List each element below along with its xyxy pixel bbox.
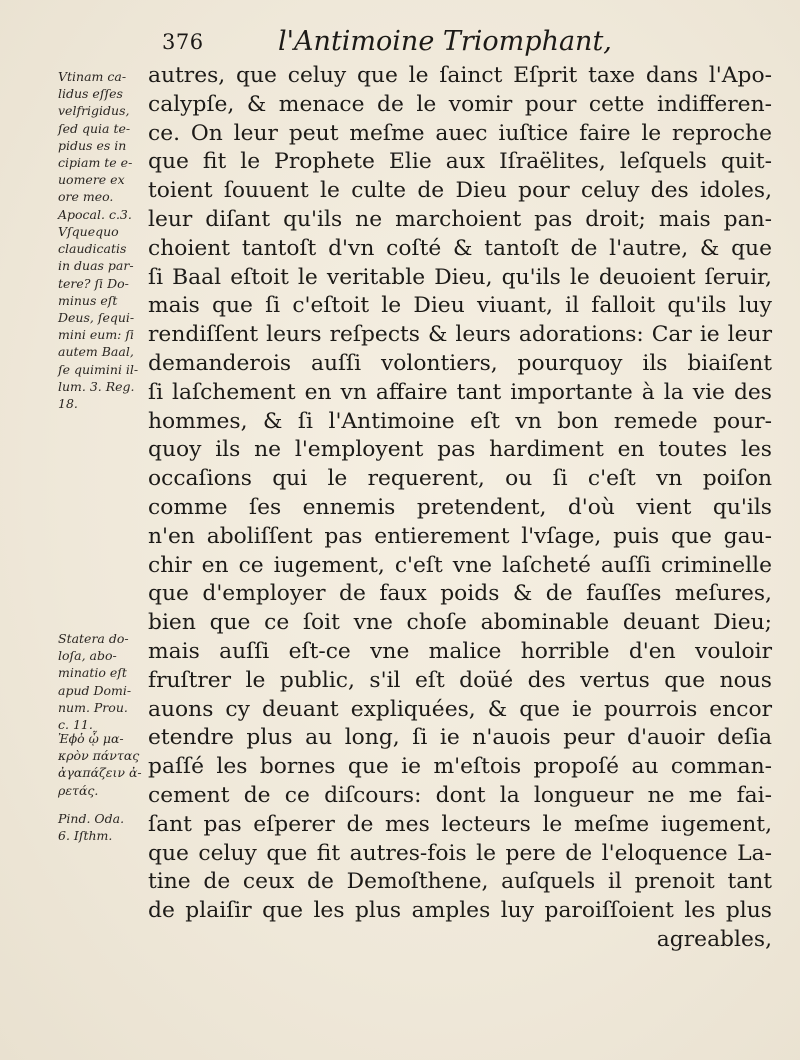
text-line: que d'employer de faux poids & de fauſſes meſures, — [148, 581, 772, 607]
text-line: etendre plus au long, ſi ie n'auois peur d'auoir deſia — [148, 725, 772, 751]
margin-note-line: tere? ſi Do- — [58, 275, 129, 291]
margin-note-line: κρὸν πάντας — [58, 748, 140, 764]
text-line: fruſtrer le public, s'il eſt doüé des vertus que nous — [148, 667, 772, 693]
margin-note-line: uomere ex — [58, 172, 125, 188]
text-line: toient ſouuent le culte de Dieu pour celuy des idoles, — [148, 178, 772, 204]
running-title: l'Antimoine Triomphant, — [278, 26, 612, 57]
margin-note-line: mini eum: ſi — [58, 327, 134, 343]
page-header — [160, 26, 760, 66]
margin-note-line: autem Baal, — [58, 344, 134, 360]
margin-note-line: velfrigidus, — [58, 103, 130, 119]
text-line: ſi Baal eſtoit le veritable Dieu, qu'ils le deuoient ſeruir, — [148, 264, 772, 290]
margin-note-line: num. Prou. — [58, 699, 128, 715]
text-line: n'en aboliſſent pas entierement l'vſage, puis que gau- — [148, 523, 772, 549]
text-line: mais auſſi eſt-ce vne malice horrible d'en vouloir — [148, 638, 772, 664]
text-line: autres, que celuy que le ſainct Eſprit taxe dans l'Apo- — [148, 63, 772, 88]
margin-note-line: minus eſt — [58, 292, 118, 308]
text-line: paſſé les bornes que ie m'eſtois propoſé au comman- — [148, 754, 772, 780]
text-line: cement de ce diſcours: dont la longueur ne me fai- — [148, 782, 772, 808]
margin-note-line: Pind. Oda. — [58, 811, 125, 826]
margin-note-line: apud Domi- — [58, 682, 132, 698]
margin-note-line: ρετάς. — [58, 782, 99, 798]
margin-note-line: ἀγαπάζειν ἀ- — [58, 765, 142, 781]
margin-note-line: ſe quimini il- — [58, 361, 139, 377]
text-line: agreables, — [656, 926, 772, 952]
margin-note-line: Vſquequo — [58, 224, 119, 239]
margin-note-line: Apocal. c.3. — [58, 206, 132, 222]
text-line: occaſions qui le requerent, ou ſi c'eſt vn poiſon — [148, 466, 772, 492]
margin-note-line: ore meo. — [58, 189, 114, 205]
text-line: ce. On leur peut meſme auec iuſtice faire le reproche — [148, 120, 772, 146]
margin-note-apocalypse — [58, 68, 158, 223]
page-number: 376 — [162, 30, 204, 54]
text-line: tine de ceux de Demoſthene, auſquels il prenoit tant — [148, 869, 772, 895]
text-line: de plaiſir que les plus amples luy paroiſſoient les plus — [148, 898, 772, 924]
margin-note-line: lum. 3. Reg. — [58, 378, 135, 394]
text-line: ſant pas eſperer de mes lecteurs le meſme iugement, — [148, 811, 772, 837]
margin-note-line: loſa, abo- — [58, 648, 117, 664]
margin-note-line: Ἐϕὁ ᾧ μα- — [58, 731, 124, 746]
margin-note-line: minatio eſt — [58, 665, 127, 681]
margin-note-pindar — [58, 810, 158, 844]
margin-note-line: in duas par- — [58, 258, 134, 274]
margin-note-line: claudicatis — [58, 241, 127, 257]
text-line: leur diſant qu'ils ne marchoient pas droit; mais pan- — [148, 206, 772, 232]
text-line: auons cy deuant expliquées, & que ie pourrois encor — [148, 696, 772, 722]
text-line: rendiſſent leurs reſpects & leurs adorations: Car ie leur — [148, 322, 772, 348]
text-line: choient tantoſt d'vn coſté & tantoſt de l'autre, & que — [148, 235, 772, 261]
text-line: chir en ce iugement, c'eſt vne laſcheté auſſi criminelle — [148, 552, 772, 578]
margin-note-line: 6. Iſthm. — [58, 828, 113, 844]
text-line: hommes, & ſi l'Antimoine eſt vn bon remede pour- — [148, 408, 772, 434]
margin-note-line: cipiam te e- — [58, 155, 133, 171]
text-line: mais que ſi c'eſtoit le Dieu viuant, il falloit qu'ils luy — [148, 293, 772, 319]
text-line: comme ſes ennemis pretendent, d'où vient qu'ils — [148, 494, 772, 520]
text-line: demanderois auſſi volontiers, pourquoy ils biaiſent — [148, 350, 772, 376]
body-text — [148, 62, 772, 955]
margin-note-proverbs — [58, 630, 158, 733]
text-line: que celuy que fit autres-fois le pere de l'eloquence La- — [148, 840, 772, 866]
margin-note-line: Deus, ſequi- — [58, 310, 135, 326]
text-line: quoy ils ne l'employent pas hardiment en toutes les — [148, 437, 772, 463]
text-line: ſi laſchement en vn affaire tant importante à la vie des — [148, 379, 772, 405]
text-line: bien que ce ſoit vne choſe abominable deuant Dieu; — [148, 610, 772, 636]
margin-note-line: pidus es in — [58, 137, 127, 153]
margin-note-line: ſed quia te- — [58, 120, 131, 136]
margin-note-line: 18. — [58, 396, 78, 412]
margin-note-line: c. 11. — [58, 717, 93, 733]
margin-note-kings — [58, 223, 158, 412]
margin-note-line: Vtinam ca- — [58, 69, 127, 84]
text-line: calypſe, & menace de le vomir pour cette indifferen- — [148, 91, 772, 117]
margin-note-line: Statera do- — [58, 631, 129, 646]
text-line: que fit le Prophete Elie aux Iſraëlites, leſquels quit- — [148, 149, 772, 175]
margin-note-line: lidus eſſes — [58, 86, 123, 102]
margin-note-greek-quote — [58, 730, 158, 799]
